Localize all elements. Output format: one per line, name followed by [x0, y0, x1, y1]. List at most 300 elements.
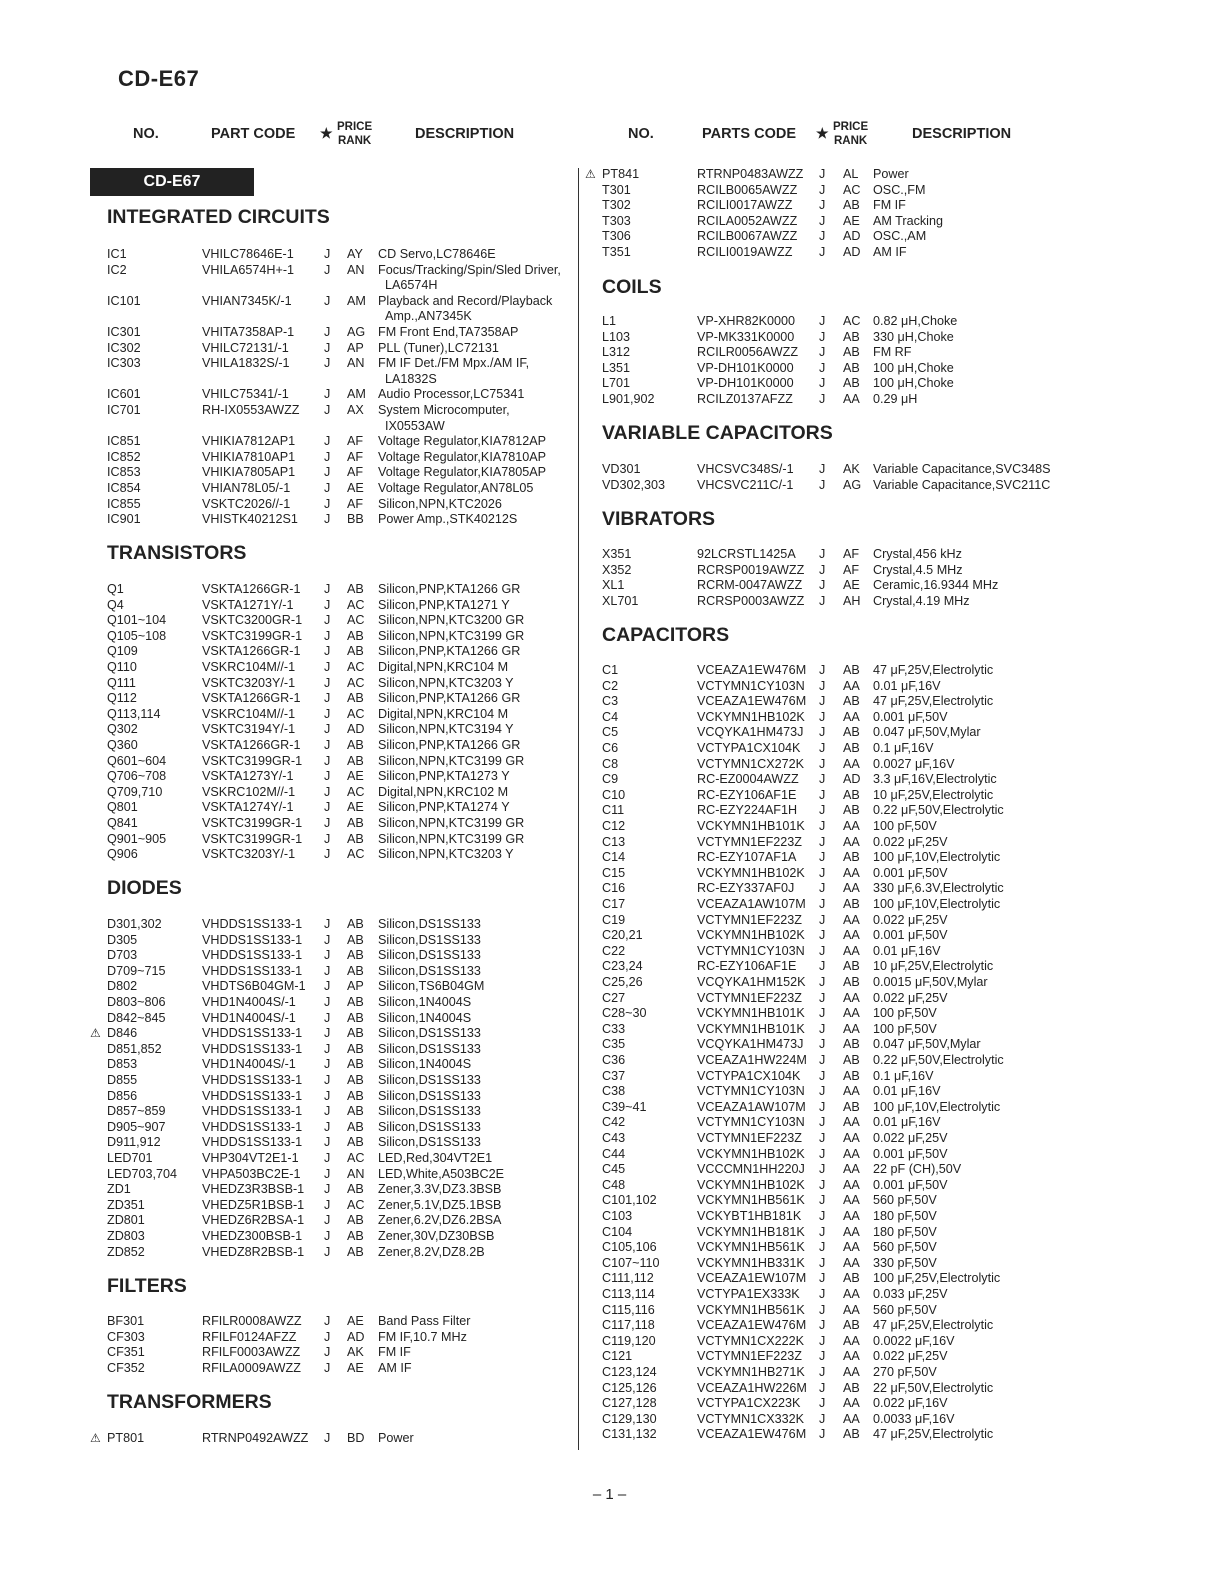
part-code: VCKYBT1HB181K	[697, 1209, 802, 1223]
part-number: VD301	[602, 462, 641, 476]
region-flag: J	[819, 245, 826, 259]
price-rank: AD	[347, 722, 365, 737]
price-rank: AA	[843, 1411, 860, 1426]
region-flag: J	[324, 628, 331, 643]
part-code: RCILB0067AWZZ	[697, 229, 798, 244]
price-rank: AB	[843, 741, 860, 755]
price-rank: AA	[843, 678, 860, 693]
price-rank: AC	[347, 706, 365, 721]
description-continued: LA6574H	[385, 278, 438, 293]
part-number: IC1	[107, 247, 127, 261]
part-code: VSKRC104M//-1	[202, 706, 296, 721]
region-flag: J	[324, 753, 331, 768]
description: 0.001 μF,50V	[873, 928, 948, 943]
description: Silicon,DS1SS133	[378, 948, 481, 963]
table-row	[0, 991, 1219, 1007]
part-number: IC901	[107, 512, 141, 527]
description: 0.01 μF,16V	[873, 1115, 941, 1130]
description: Silicon,NPN,KTC3199 GR	[378, 831, 525, 846]
part-number: D853	[107, 1057, 138, 1072]
description: 330 μH,Choke	[873, 329, 954, 344]
star-icon: ★	[816, 125, 829, 141]
part-number: IC701	[107, 403, 141, 417]
part-number: Q1	[107, 582, 124, 596]
region-flag: J	[819, 1146, 826, 1161]
table-row	[0, 1100, 1219, 1116]
part-code: VCKYMN1HB101K	[697, 819, 805, 833]
part-code: RFILF0003AWZZ	[202, 1345, 301, 1360]
description: Silicon,PNP,KTA1266 GR	[378, 582, 521, 596]
price-rank: AB	[347, 995, 364, 1009]
price-rank: AB	[843, 897, 860, 911]
table-row	[0, 1193, 1219, 1209]
region-flag: J	[819, 959, 826, 974]
description: 0.0022 μF,16V	[873, 1333, 955, 1348]
region-flag: J	[324, 1135, 331, 1150]
part-code: VCEAZA1AW107M	[697, 897, 806, 911]
price-rank: AA	[843, 912, 860, 927]
part-code: VCEAZA1HW226M	[697, 1380, 807, 1395]
price-rank: AE	[347, 1314, 364, 1328]
description: 0.022 μF,25V	[873, 1349, 948, 1364]
description: AM IF	[873, 245, 907, 259]
region-flag: J	[819, 1380, 826, 1395]
table-row	[0, 741, 1219, 757]
region-flag: J	[819, 1240, 826, 1255]
part-number: T351	[602, 245, 631, 259]
price-rank: AA	[843, 865, 860, 880]
region-flag: J	[324, 356, 331, 371]
price-rank: AD	[843, 229, 861, 244]
part-number: D856	[107, 1088, 138, 1103]
part-number: IC852	[107, 449, 141, 464]
price-rank: AA	[843, 1333, 860, 1348]
price-rank: AA	[843, 943, 860, 958]
table-row	[0, 850, 1219, 866]
part-code: VCTYMN1CY103N	[697, 1115, 805, 1130]
part-number: IC855	[107, 496, 141, 511]
region-flag: J	[819, 803, 826, 818]
price-rank: AB	[843, 959, 860, 974]
region-flag: J	[324, 340, 331, 355]
table-row	[0, 1053, 1219, 1069]
table-row	[0, 881, 1219, 897]
price-rank: AA	[843, 834, 860, 849]
region-flag: J	[819, 787, 826, 802]
region-flag: J	[819, 562, 826, 577]
description-continued: IX0553AW	[385, 418, 445, 433]
price-rank: AN	[347, 1166, 365, 1181]
description: 0.022 μF,25V	[873, 1131, 948, 1145]
part-number: C12	[602, 819, 626, 833]
price-rank: AB	[347, 1010, 364, 1025]
table-row	[0, 803, 1219, 819]
part-code: VCKYMN1HB561K	[697, 1302, 805, 1317]
region-flag: J	[819, 990, 826, 1005]
part-number: C6	[602, 741, 619, 755]
table-row	[0, 198, 1219, 214]
part-number: C33	[602, 1021, 626, 1036]
part-code: VHEDZ6R2BSA-1	[202, 1213, 305, 1228]
part-number: Q841	[107, 816, 138, 830]
price-rank: AB	[843, 1037, 860, 1052]
table-row	[0, 679, 1219, 695]
region-flag: J	[819, 834, 826, 849]
description: 10 μF,25V,Electrolytic	[873, 959, 994, 974]
price-rank: AB	[843, 1427, 860, 1442]
region-flag: J	[324, 403, 331, 417]
part-code: VHDDS1SS133-1	[202, 1119, 303, 1134]
price-rank: AB	[347, 582, 364, 596]
description: 100 μF,10V,Electrolytic	[873, 850, 1001, 865]
part-number: IC302	[107, 340, 141, 355]
description: FM IF	[378, 1345, 411, 1360]
price-rank: BB	[347, 512, 364, 527]
region-flag: J	[819, 1162, 826, 1177]
description: 270 pF,50V	[873, 1365, 937, 1379]
part-number: C123,124	[602, 1365, 657, 1379]
part-code: VSKTC3203Y/-1	[202, 675, 296, 690]
description: FM IF Det./FM Mpx./AM IF,	[378, 356, 530, 371]
table-row	[0, 345, 1219, 361]
part-number: Q601~604	[107, 753, 167, 768]
region-flag: J	[324, 738, 331, 752]
region-flag: J	[819, 1365, 826, 1379]
price-rank: AB	[843, 694, 860, 709]
part-number: C8	[602, 756, 619, 771]
part-code: VCTYMN1EF223Z	[697, 990, 802, 1005]
description: 100 pF,50V	[873, 1021, 937, 1036]
description: Digital,NPN,KRC102 M	[378, 784, 509, 799]
part-code: RC-EZY106AF1E	[697, 959, 797, 974]
price-rank: BD	[347, 1431, 365, 1445]
part-number: L901,902	[602, 392, 655, 406]
table-row	[0, 1069, 1219, 1085]
region-flag: J	[819, 1053, 826, 1067]
part-number: C48	[602, 1177, 626, 1192]
region-flag: J	[324, 831, 331, 846]
description: Silicon,NPN,KTC3199 GR	[378, 628, 525, 643]
description: 47 μF,25V,Electrolytic	[873, 1318, 994, 1333]
description: Audio Processor,LC75341	[378, 387, 525, 402]
description: Digital,NPN,KRC104 M	[378, 706, 509, 721]
part-number: C113,114	[602, 1287, 655, 1301]
region-flag: J	[324, 995, 331, 1009]
part-code: VCKYMN1HB102K	[697, 928, 805, 943]
warning-icon: ⚠	[90, 1431, 101, 1445]
table-row	[0, 1240, 1219, 1256]
part-number: D301,302	[107, 917, 162, 931]
part-number: T301	[602, 182, 631, 197]
part-number: C45	[602, 1162, 626, 1177]
region-flag: J	[819, 462, 826, 476]
part-number: C28~30	[602, 1006, 647, 1021]
part-number: Q906	[107, 847, 138, 862]
part-number: Q112	[107, 691, 137, 706]
part-number: D703	[107, 948, 138, 963]
table-row	[0, 578, 1219, 594]
description: Voltage Regulator,KIA7805AP	[378, 465, 547, 480]
part-code: VHDDS1SS133-1	[202, 963, 303, 978]
region-flag: J	[819, 975, 826, 989]
part-number: C22	[602, 943, 626, 958]
part-code: RCRSP0003AWZZ	[697, 593, 805, 608]
description: Ceramic,16.9344 MHz	[873, 578, 999, 593]
region-flag: J	[819, 725, 826, 740]
table-row	[0, 229, 1219, 245]
part-code: RFILF0124AFZZ	[202, 1329, 297, 1344]
price-rank: AB	[347, 1026, 364, 1041]
region-flag: J	[324, 644, 331, 659]
description: Zener,3.3V,DZ3.3BSB	[378, 1182, 502, 1197]
table-row	[0, 928, 1219, 944]
price-rank: AB	[843, 198, 860, 213]
part-code: VHPA503BC2E-1	[202, 1166, 301, 1181]
part-number: C103	[602, 1209, 633, 1223]
part-code: VHDDS1SS133-1	[202, 917, 303, 931]
price-rank: AM	[347, 387, 366, 402]
table-row	[0, 594, 1219, 610]
table-row	[0, 897, 1219, 913]
description: 0.1 μF,16V	[873, 1068, 934, 1083]
part-number: C16	[602, 881, 626, 896]
price-rank: AA	[843, 1006, 860, 1021]
part-number: ZD852	[107, 1244, 145, 1259]
part-code: VSKRC102M//-1	[202, 784, 296, 799]
part-number: Q110	[107, 660, 137, 674]
region-flag: J	[819, 329, 826, 344]
part-number: C9	[602, 772, 619, 787]
price-rank: AM	[347, 293, 366, 308]
section-title-coils: COILS	[602, 276, 662, 298]
description: 100 μF,10V,Electrolytic	[873, 897, 1001, 911]
part-code: RTRNP0483AWZZ	[697, 167, 804, 181]
part-code: VHILC78646E-1	[202, 247, 294, 261]
description: Silicon,DS1SS133	[378, 932, 481, 947]
region-flag: J	[324, 434, 331, 449]
description: 0.82 μH,Choke	[873, 314, 958, 328]
part-number: Q111	[107, 675, 136, 690]
page-title: CD-E67	[118, 66, 200, 91]
price-rank: AB	[347, 917, 364, 931]
part-number: BF301	[107, 1314, 145, 1328]
description: Silicon,1N4004S	[378, 995, 472, 1009]
part-number: X352	[602, 562, 632, 577]
price-rank: AB	[843, 1380, 860, 1395]
description: System Microcomputer,	[378, 403, 510, 417]
table-row	[0, 547, 1219, 563]
header-parts-code: PARTS CODE	[702, 126, 796, 142]
part-code: VCTYMN1EF223Z	[697, 834, 802, 849]
part-number: IC601	[107, 387, 141, 402]
region-flag: J	[324, 1073, 331, 1087]
price-rank: AC	[347, 847, 365, 862]
description: Silicon,TS6B04GM	[378, 979, 485, 994]
part-code: VHDDS1SS133-1	[202, 1073, 303, 1087]
part-code: VHITA7358AP-1	[202, 325, 295, 339]
page-number: – 1 –	[592, 1486, 627, 1503]
description: 0.01 μF,16V	[873, 1084, 941, 1099]
table-row	[0, 1178, 1219, 1194]
description: 0.22 μF,50V,Electrolytic	[873, 803, 1004, 818]
table-row	[0, 1162, 1219, 1178]
part-number: PT841	[602, 167, 640, 181]
description-continued: LA1832S	[385, 371, 437, 386]
price-rank: AA	[843, 1349, 860, 1364]
region-flag: J	[324, 1010, 331, 1025]
region-flag: J	[819, 1396, 826, 1411]
region-flag: J	[324, 1329, 331, 1344]
part-code: VP-DH101K0000	[697, 376, 794, 391]
region-flag: J	[324, 1197, 331, 1212]
part-code: VSKTA1266GR-1	[202, 738, 301, 752]
region-flag: J	[324, 800, 331, 815]
part-number: XL701	[602, 593, 639, 608]
part-code: VHIKIA7812AP1	[202, 434, 296, 449]
header-description: DESCRIPTION	[415, 126, 515, 142]
part-code: VHISTK40212S1	[202, 512, 298, 527]
part-number: C105,106	[602, 1240, 657, 1255]
price-rank: AA	[843, 1177, 860, 1192]
description: Silicon,PNP,KTA1273 Y	[378, 769, 510, 784]
region-flag: J	[324, 496, 331, 511]
description: Zener,30V,DZ30BSB	[378, 1229, 495, 1243]
region-flag: J	[819, 1099, 826, 1114]
part-code: VCTYPA1CX104K	[697, 741, 801, 755]
header-rank: RANK	[337, 135, 372, 147]
table-row	[0, 866, 1219, 882]
description: 560 pF,50V	[873, 1240, 937, 1255]
part-number: L351	[602, 360, 631, 375]
part-code: RC-EZY106AF1E	[697, 787, 797, 802]
part-code: VSKTC3199GR-1	[202, 816, 303, 830]
part-code: VSKTC2026//-1	[202, 496, 291, 511]
price-rank: AB	[843, 787, 860, 802]
price-rank: AA	[843, 709, 860, 724]
part-code: VHDTS6B04GM-1	[202, 979, 306, 994]
region-flag: J	[324, 1360, 331, 1375]
region-flag: J	[819, 756, 826, 771]
part-number: C117,118	[602, 1318, 655, 1333]
description-continued: Amp.,AN7345K	[385, 309, 472, 324]
part-number: ZD803	[107, 1229, 145, 1243]
part-number: IC851	[107, 434, 141, 449]
price-rank: AA	[843, 928, 860, 943]
table-row	[0, 959, 1219, 975]
model-badge: CD-E67	[90, 168, 254, 196]
part-code: VCTYMN1CX272K	[697, 756, 805, 771]
region-flag: J	[324, 1244, 331, 1259]
table-row	[0, 1131, 1219, 1147]
price-rank: AE	[843, 213, 860, 228]
description: Silicon,DS1SS133	[378, 1041, 481, 1056]
description: 180 pF,50V	[873, 1224, 937, 1239]
price-rank: AB	[347, 932, 364, 947]
part-number: L1	[602, 314, 617, 328]
part-number: C127,128	[602, 1396, 657, 1411]
table-row	[0, 1318, 1219, 1334]
description: 0.0027 μF,16V	[873, 756, 955, 771]
part-code: VHDDS1SS133-1	[202, 1088, 303, 1103]
region-flag: J	[819, 663, 826, 677]
part-code: VSKTA1266GR-1	[202, 582, 301, 596]
description: Voltage Regulator,KIA7812AP	[378, 434, 547, 449]
section-title-ic: INTEGRATED CIRCUITS	[107, 206, 330, 228]
description: Silicon,NPN,KTC3199 GR	[378, 816, 525, 830]
header-price: PRICE	[833, 121, 869, 133]
price-rank: AC	[347, 613, 365, 628]
star-icon: ★	[320, 125, 333, 141]
price-rank: AB	[347, 1057, 364, 1072]
region-flag: J	[819, 547, 826, 561]
description: OSC.,AM	[873, 229, 927, 244]
price-rank: AB	[347, 1088, 364, 1103]
part-code: VSKTA1274Y/-1	[202, 800, 294, 815]
part-number: D855	[107, 1073, 138, 1087]
description: 0.0033 μF,16V	[873, 1411, 955, 1426]
part-code: RCILA0052AWZZ	[697, 213, 798, 228]
description: Focus/Tracking/Spin/Sled Driver,	[378, 262, 561, 277]
part-number: C131,132	[602, 1427, 657, 1442]
part-code: VSKTA1271Y/-1	[202, 597, 294, 612]
part-code: VSKTC3194Y/-1	[202, 722, 296, 737]
region-flag: J	[819, 182, 826, 197]
region-flag: J	[819, 1177, 826, 1192]
price-rank: AB	[843, 725, 860, 740]
price-rank: AD	[347, 1329, 365, 1344]
section-title-filters: FILTERS	[107, 1275, 187, 1297]
part-number: C23,24	[602, 959, 643, 974]
table-row	[0, 725, 1219, 741]
table-row	[0, 663, 1219, 679]
part-code: VCCCMN1HH220J	[697, 1162, 805, 1177]
part-code: VHILC75341/-1	[202, 387, 289, 402]
part-code: VCTYMN1CX332K	[697, 1411, 805, 1426]
price-rank: AB	[347, 628, 364, 643]
price-rank: AP	[347, 979, 364, 994]
part-number: ZD1	[107, 1182, 131, 1197]
part-number: IC303	[107, 356, 141, 371]
table-row	[0, 1334, 1219, 1350]
price-rank: AB	[843, 1318, 860, 1333]
price-rank: AA	[843, 1224, 860, 1239]
table-row	[0, 1037, 1219, 1053]
part-code: VHIKIA7810AP1	[202, 449, 296, 464]
price-rank: AB	[347, 1104, 364, 1119]
description: Silicon,PNP,KTA1271 Y	[378, 597, 510, 612]
price-rank: AC	[347, 1197, 365, 1212]
price-rank: AB	[347, 1041, 364, 1056]
description: 330 pF,50V	[873, 1255, 937, 1270]
description: 0.22 μF,50V,Electrolytic	[873, 1053, 1004, 1067]
region-flag: J	[819, 1318, 826, 1333]
part-code: VHDDS1SS133-1	[202, 1026, 303, 1041]
part-number: C19	[602, 912, 626, 927]
part-code: VHIAN7345K/-1	[202, 293, 292, 308]
description: 0.022 μF,25V	[873, 912, 948, 927]
table-row	[0, 788, 1219, 804]
description: Crystal,456 kHz	[873, 547, 962, 561]
part-number: Q105~108	[107, 628, 167, 643]
description: Digital,NPN,KRC104 M	[378, 660, 509, 674]
price-rank: AG	[843, 477, 862, 492]
description: Silicon,NPN,KTC3203 Y	[378, 675, 514, 690]
description: Silicon,1N4004S	[378, 1057, 472, 1072]
part-number: C3	[602, 694, 619, 709]
region-flag: J	[324, 1119, 331, 1134]
region-flag: J	[324, 948, 331, 963]
part-number: C121	[602, 1349, 633, 1364]
